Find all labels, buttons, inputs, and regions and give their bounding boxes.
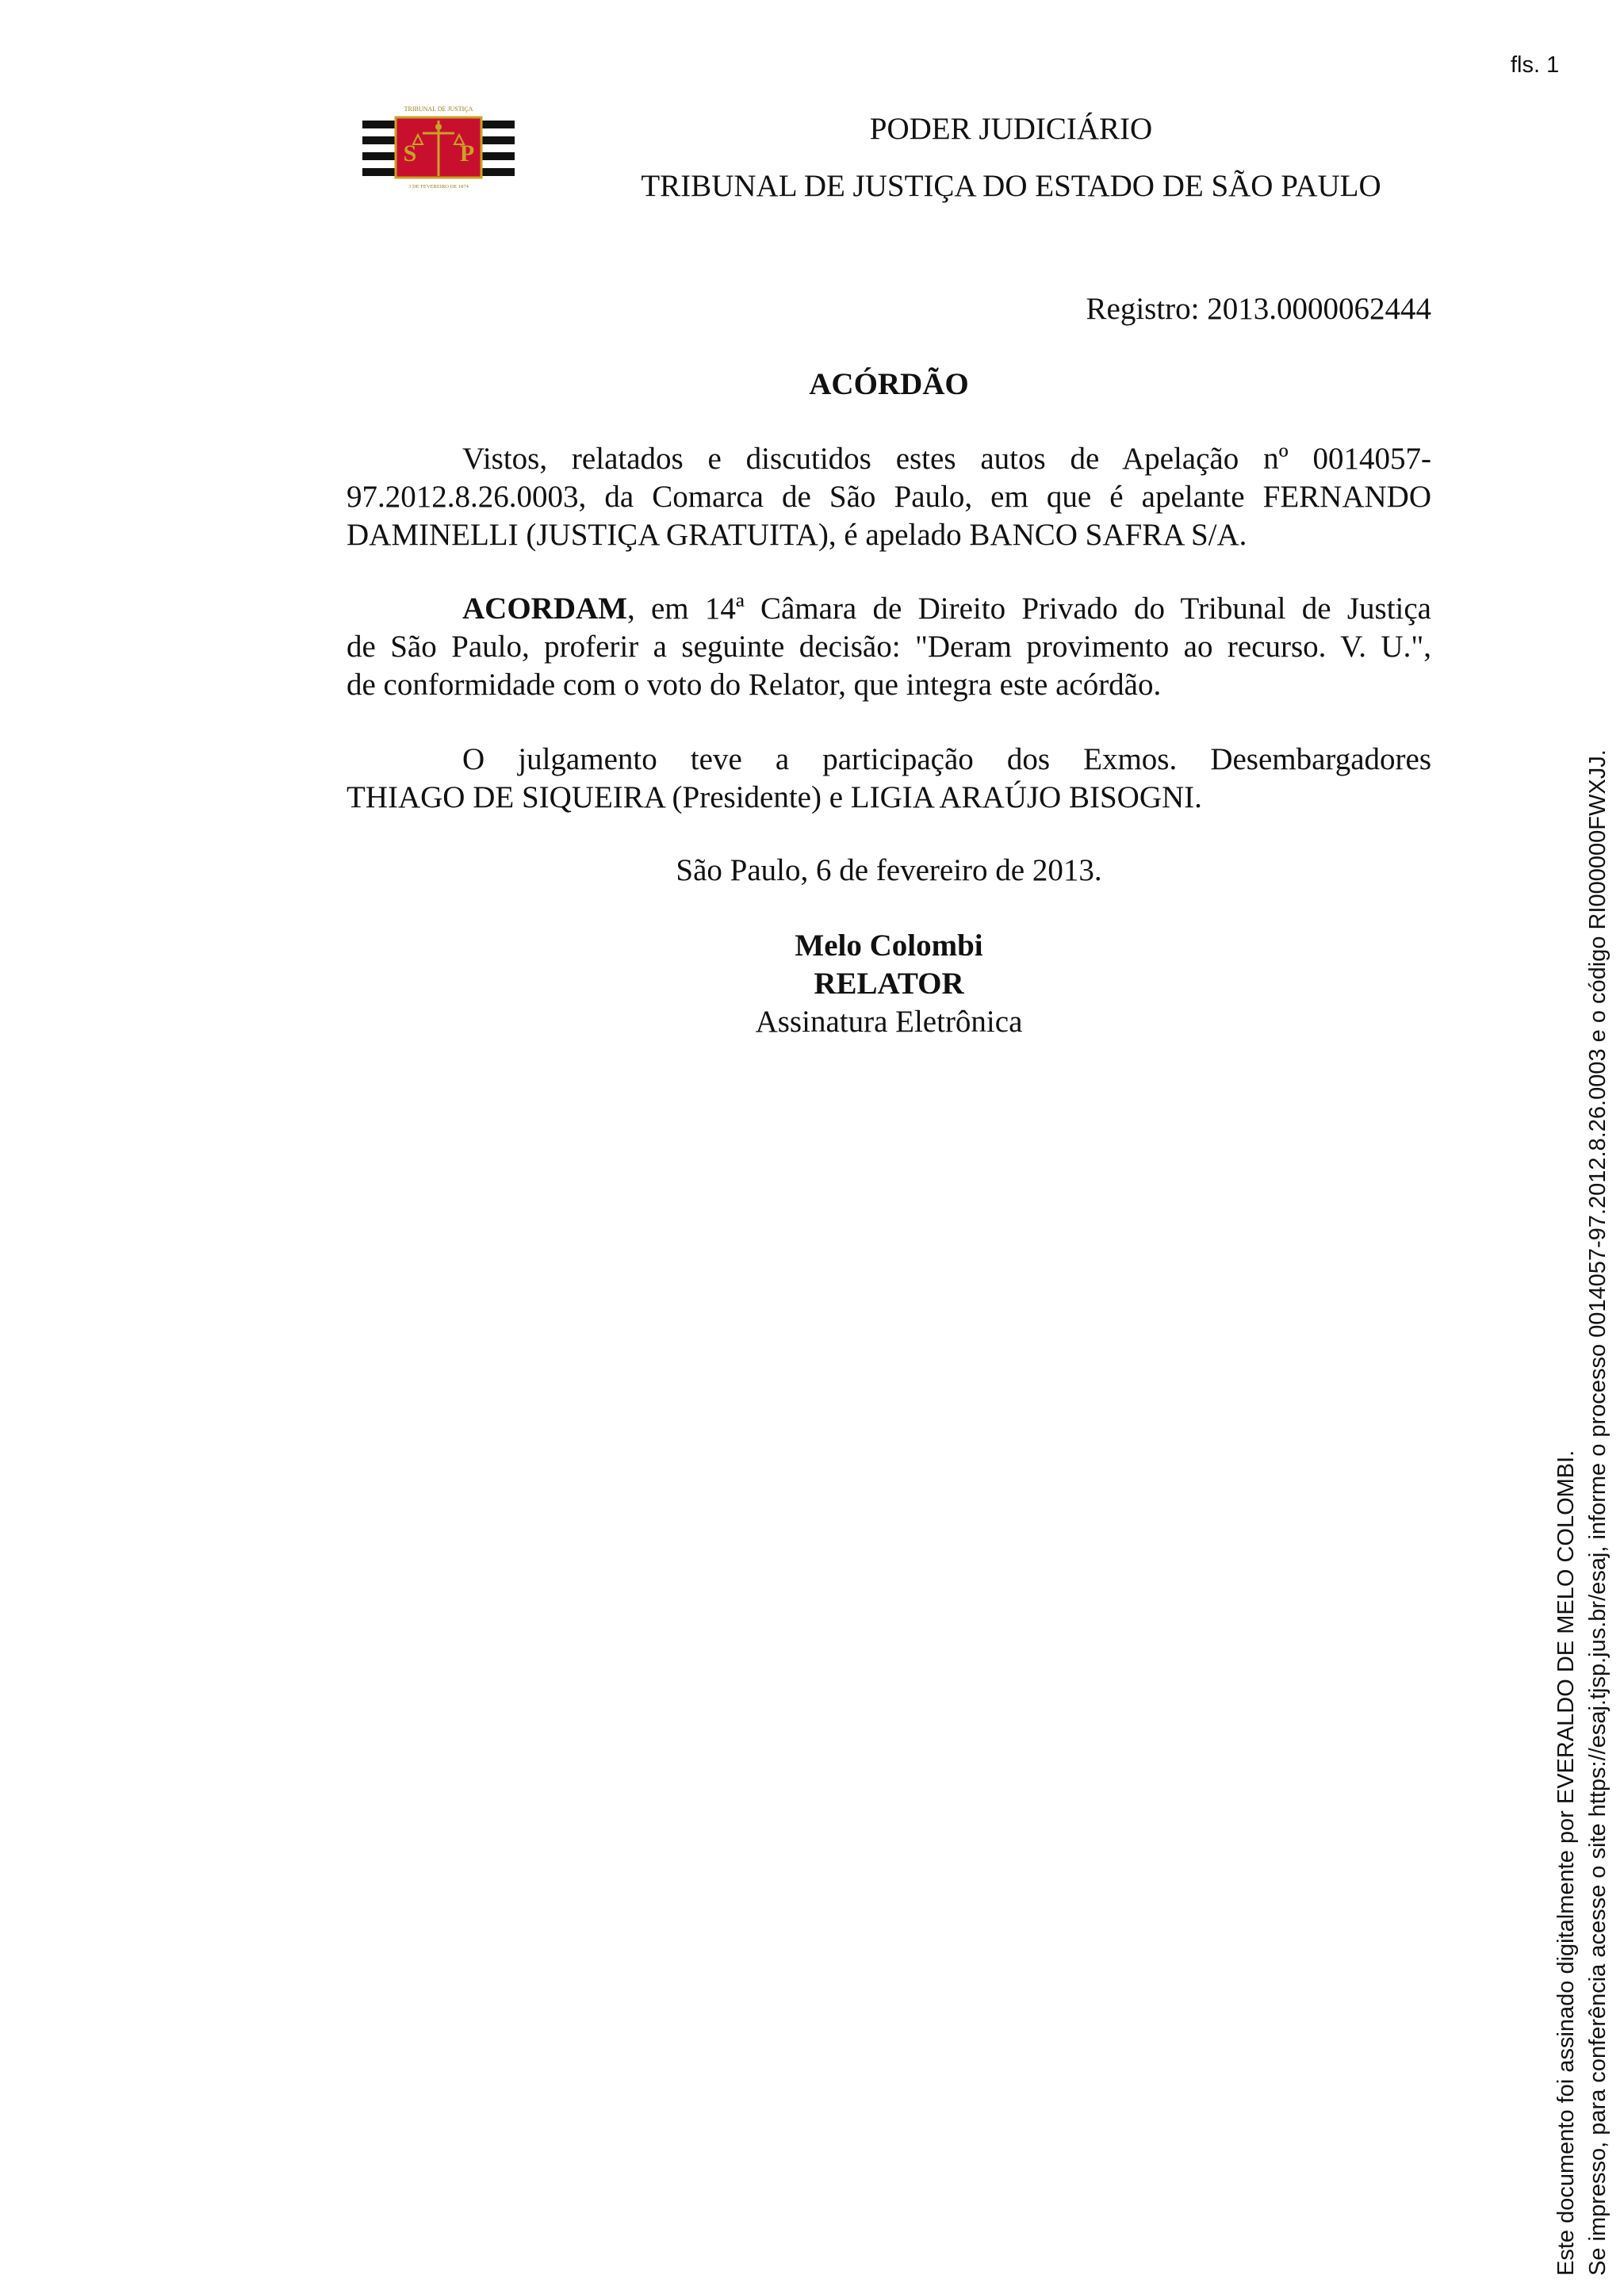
digital-signature-notice (1550, 56, 1624, 2276)
acordam-lead: ACORDAM (462, 592, 627, 626)
svg-text:S: S (403, 140, 417, 167)
signer-role: RELATOR (814, 967, 964, 1001)
paragraph-line: Vistos, relatados e discutidos estes autos de Apelação nº 0014057- (462, 442, 1431, 476)
place-date: São Paulo, 6 de fevereiro de 2013. (676, 853, 1102, 887)
notice-line-2: Se impresso, para conferência acesse o site https://esaj.tjsp.jus.br/esaj, informe o processo 0014057-97.2012.8.26.0003 e o código RI000000FWXJJ. (1585, 749, 1611, 2276)
paragraph-julgamento (347, 741, 1431, 817)
notice-line-1: Este documento foi assinado digitalmente por EVERALDO DE MELO COLOMBI. (1553, 1450, 1579, 2276)
paragraph-line: O julgamento teve a participação dos Exmos. Desembargadores (462, 742, 1431, 776)
svg-text:TRIBUNAL DE JUSTIÇA: TRIBUNAL DE JUSTIÇA (404, 105, 473, 113)
signature-type: Assinatura Eletrônica (755, 1005, 1023, 1039)
paragraph-vistos (347, 440, 1431, 554)
paragraph-line: THIAGO DE SIQUEIRA (Presidente) e LIGIA ARAÚJO BISOGNI. (347, 780, 1202, 814)
signer-name: Melo Colombi (795, 929, 983, 963)
svg-text:3 DE FEVEREIRO DE 1874: 3 DE FEVEREIRO DE 1874 (408, 184, 469, 190)
header-line-1: PODER JUDICIÁRIO (869, 112, 1153, 146)
page-number: fls. 1 (1511, 52, 1560, 78)
paragraph-line: 97.2012.8.26.0003, da Comarca de São Paulo, em que é apelante FERNANDO (347, 480, 1431, 514)
header-line-2: TRIBUNAL DE JUSTIÇA DO ESTADO DE SÃO PAULO (641, 169, 1381, 203)
court-seal-logo (362, 103, 515, 190)
paragraph-line (347, 590, 1431, 628)
svg-text:P: P (459, 140, 475, 167)
paragraph-acordam (347, 590, 1431, 704)
registro-number: Registro: 2013.0000062444 (1086, 292, 1431, 326)
paragraph-line: DAMINELLI (JUSTIÇA GRATUITA), é apelado BANCO SAFRA S/A. (347, 518, 1247, 552)
acordam-line-rest: , em 14ª Câmara de Direito Privado do Tribunal de Justiça (626, 592, 1431, 626)
document-title: ACÓRDÃO (809, 367, 969, 401)
paragraph-line: de São Paulo, proferir a seguinte decisão: "Deram provimento ao recurso. V. U.", (347, 630, 1431, 664)
paragraph-line: de conformidade com o voto do Relator, que integra este acórdão. (347, 668, 1162, 702)
